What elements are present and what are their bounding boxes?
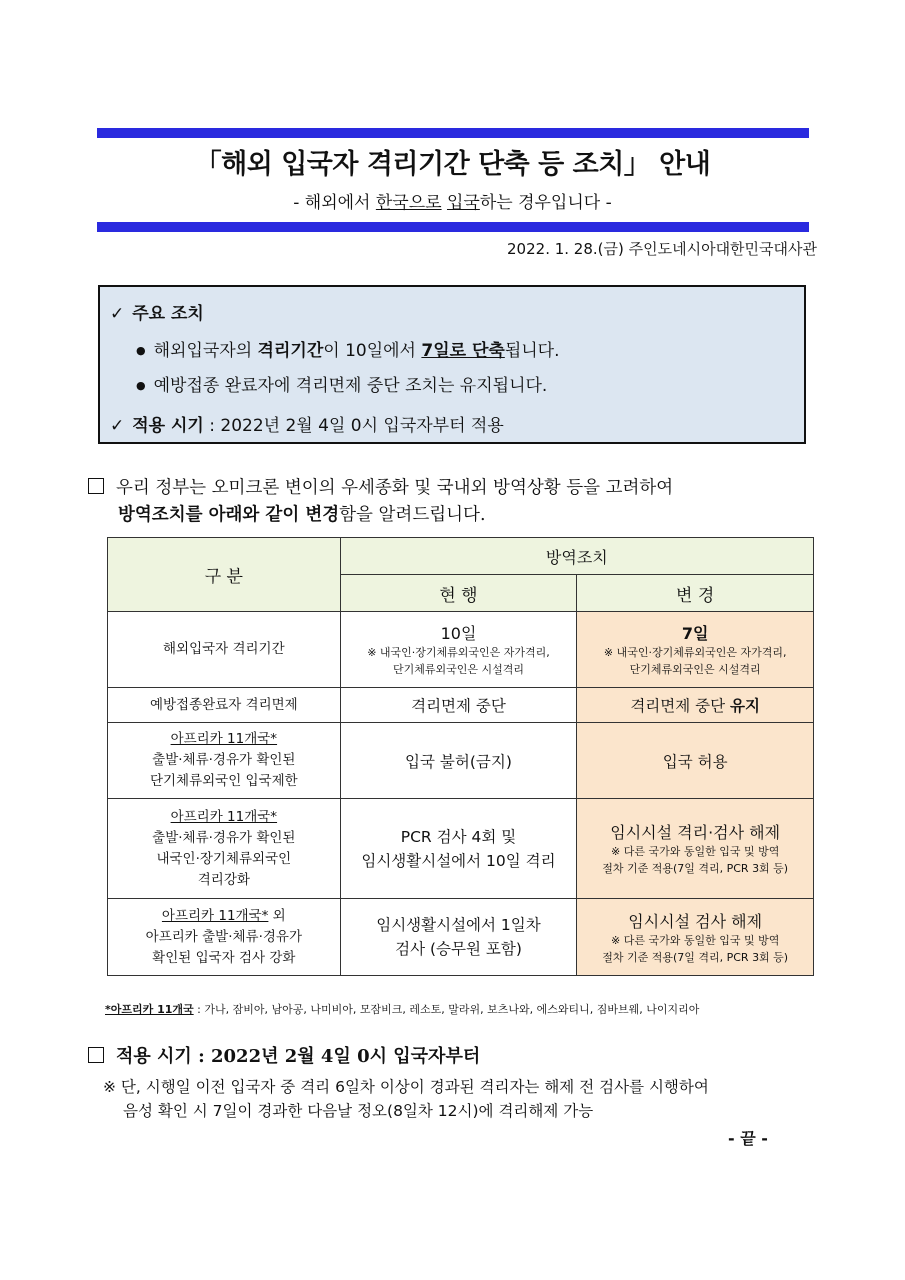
change-note: 단기체류외국인은 시설격리 [629, 663, 761, 676]
change-note: 절차 기준 적용(7일 격리, PCR 3회 등) [602, 950, 789, 964]
summary-bold-underline: 7일로 단축 [421, 341, 505, 361]
category-text: 아프리카 출발·체류·경유가 [145, 928, 302, 945]
summary-text: 예방접종 완료자에 격리면제 중단 조치는 유지됩니다. [153, 376, 548, 396]
current-value: 10일 [440, 624, 477, 643]
header-change: 변 경 [577, 575, 814, 612]
summary-timing-label: 적용 시기 [132, 416, 204, 436]
row-current: 입국 불허(금지) [340, 723, 577, 799]
row-category [108, 799, 341, 899]
change-value: 임시시설 격리·검사 해제 [610, 823, 781, 842]
footnote-label: *아프리카 11개국 [105, 1003, 194, 1016]
row-change [577, 688, 814, 723]
category-underlined: 아프리카 11개국* [161, 907, 269, 924]
row-change: 입국 허용 [577, 723, 814, 799]
apply-text: 적용 시기 : 2022년 2월 4일 0시 입국자부터 [116, 1046, 481, 1067]
row-current: 격리면제 중단 [340, 688, 577, 723]
change-note: 절차 기준 적용(7일 격리, PCR 3회 등) [602, 862, 789, 875]
summary-main-heading [110, 299, 204, 324]
summary-item-2 [136, 371, 547, 396]
change-value: 격리면제 중단 [630, 697, 731, 715]
intro-text: 함을 알려드립니다. [339, 505, 486, 525]
summary-text: 이 10일에서 [323, 341, 422, 361]
end-mark: - 끝 - [728, 1129, 768, 1148]
summary-main-label: 주요 조치 [132, 304, 204, 324]
category-text: 격리강화 [197, 871, 250, 888]
category-text: 출발·체류·경유가 확인된 [152, 752, 296, 768]
measures-table [107, 537, 814, 976]
header-top-bar [97, 128, 809, 138]
table-row [108, 688, 814, 723]
remark-line-2: 음성 확인 시 7일이 경과한 다음날 정오(8일차 12시)에 격리해제 가능 [123, 1102, 594, 1120]
current-text: 검사 (승무원 포함) [395, 940, 522, 958]
intro-line-2 [88, 502, 828, 529]
change-value: 7일 [681, 624, 709, 643]
subtitle-underline: 한국으로 [375, 193, 442, 213]
table-row [108, 899, 814, 976]
apply-heading [88, 1042, 480, 1068]
row-change [577, 899, 814, 976]
table-row [108, 799, 814, 899]
current-note: 단기체류외국인은 시설격리 [392, 663, 524, 676]
row-change [577, 612, 814, 688]
current-note: ※ 내국인·장기체류외국인은 자가격리, [367, 646, 550, 659]
change-note: ※ 다른 국가와 동일한 입국 및 방역 [610, 845, 780, 858]
subtitle-underline: 입국 [446, 193, 480, 213]
change-note: ※ 내국인·장기체류외국인은 자가격리, [603, 646, 787, 659]
row-category [108, 723, 341, 799]
summary-item-1 [136, 336, 560, 361]
remark-line-1: ※ 단, 시행일 이전 입국자 중 격리 6일차 이상이 경과된 격리자는 해제 전 검사를 시행하여 [103, 1078, 709, 1096]
category-text: 외 [268, 907, 286, 924]
square-bullet-icon [88, 1047, 104, 1063]
footnote [105, 1001, 699, 1017]
summary-bold: 격리기간 [257, 341, 324, 361]
category-text: 확인된 입국자 검사 강화 [152, 949, 296, 966]
header-bottom-bar [97, 222, 809, 232]
summary-box [98, 285, 806, 444]
header-category: 구 분 [108, 538, 341, 612]
footnote-text: : 가나, 잠비아, 남아공, 나미비아, 모잠비크, 레소토, 말라위, 보츠나와, 에스와티니, 짐바브웨, 나이지리아 [193, 1003, 700, 1016]
current-text: 임시생활시설에서 10일 격리 [361, 851, 556, 870]
row-current [340, 799, 577, 899]
category-text: 출발·체류·경유가 확인된 [152, 829, 296, 846]
category-text: 단기체류외국인 입국제한 [149, 773, 298, 789]
header-measures: 방역조치 [340, 538, 813, 575]
change-value: 임시시설 검사 해제 [628, 911, 763, 931]
row-current [340, 899, 577, 976]
intro-bold: 방역조치를 아래와 같이 변경 [118, 505, 340, 525]
row-current [340, 612, 577, 688]
summary-timing-value: : 2022년 2월 4일 0시 입국자부터 적용 [203, 416, 504, 436]
document-subtitle [60, 188, 845, 213]
subtitle-text: 하는 경우입니다 - [479, 193, 612, 213]
table-row [108, 612, 814, 688]
header-current: 현 행 [340, 575, 577, 612]
row-category: 해외입국자 격리기간 [108, 612, 341, 688]
bullet-icon: ● [136, 379, 146, 392]
row-category: 예방접종완료자 격리면제 [108, 688, 341, 723]
summary-text: 됩니다. [504, 341, 560, 361]
category-underlined: 아프리카 11개국* [170, 731, 278, 747]
intro-text: 우리 정부는 오미크론 변이의 우세종화 및 국내외 방역상황 등을 고려하여 [116, 478, 674, 498]
checkmark-icon: ✓ [110, 304, 125, 324]
table-row [108, 723, 814, 799]
row-category [108, 899, 341, 976]
current-text: 임시생활시설에서 1일차 [376, 916, 541, 934]
subtitle-text: - 해외에서 [293, 193, 376, 213]
square-bullet-icon [88, 478, 104, 494]
row-change [577, 799, 814, 899]
intro-paragraph [88, 475, 828, 529]
checkmark-icon: ✓ [110, 416, 125, 436]
bullet-icon: ● [136, 344, 146, 357]
document-title: 「해외 입국자 격리기간 단축 등 조치」 안내 [194, 149, 711, 180]
issue-date: 2022. 1. 28.(금) 주인도네시아대한민국대사관 [507, 240, 817, 258]
category-text: 내국인·장기체류외국인 [156, 850, 292, 867]
intro-line-1 [88, 475, 828, 502]
category-underlined: 아프리카 11개국* [170, 808, 278, 825]
remark [103, 1075, 823, 1123]
change-value-bold: 유지 [730, 697, 760, 715]
summary-text: 해외입국자의 [153, 341, 258, 361]
change-note: ※ 다른 국가와 동일한 입국 및 방역 [610, 933, 780, 947]
current-text: PCR 검사 4회 및 [400, 827, 517, 846]
summary-timing [110, 411, 504, 436]
